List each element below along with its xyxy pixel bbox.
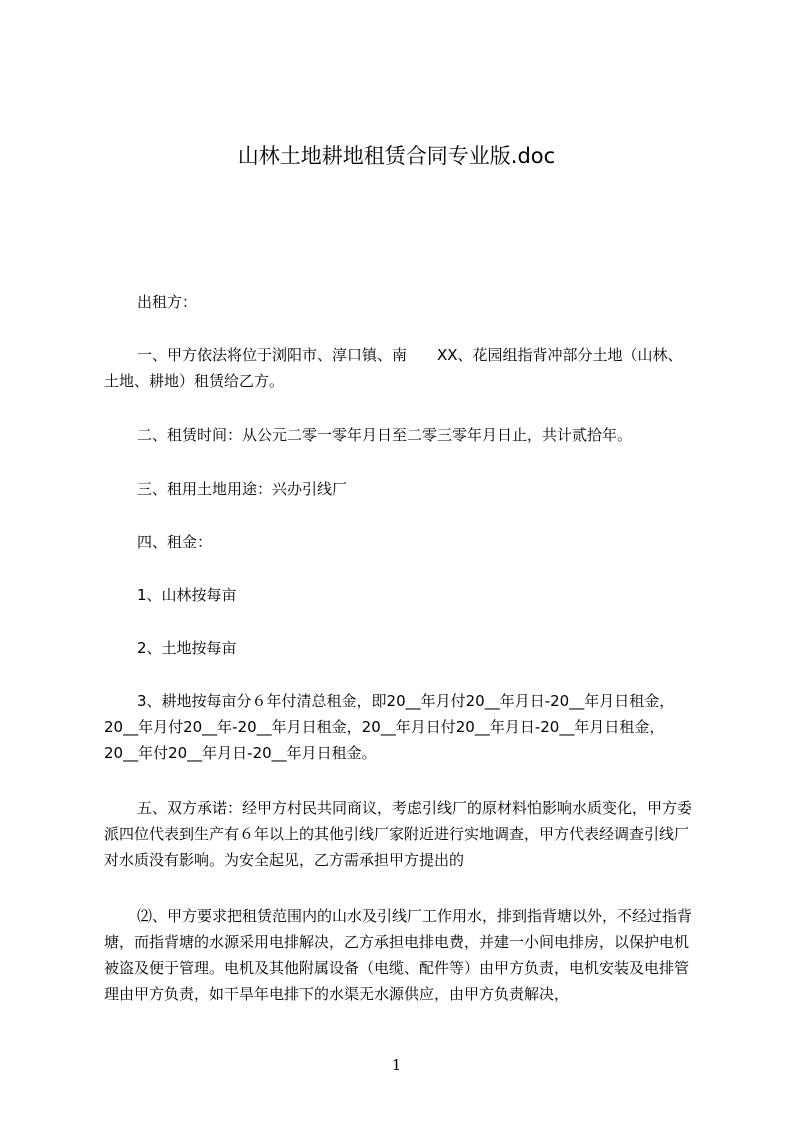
- paragraph-clause-3: 三、租用土地用途：兴办引线厂: [137, 480, 348, 498]
- paragraph-rent-farmland: 3、耕地按每亩分６年付清总租金，即20__年月付20__年月日-20__年月日租金，20__年月付20__年-20__年月日租金，20__年月日付20__年月日-20__年月日租金，20__年付20__年月日-20__年月日租金。: [104, 692, 675, 762]
- paragraph-clause-2: 二、租赁时间：从公元二零一零年月日至二零三零年月日止，共计贰拾年。: [137, 426, 633, 444]
- document-title: 山林土地耕地租赁合同专业版.doc: [237, 144, 556, 168]
- paragraph-lessor: 出租方：: [137, 293, 198, 311]
- paragraph-rent-forest: 1、山林按每亩: [137, 586, 237, 604]
- paragraph-clause-5-2: ⑵、甲方要求把租赁范围内的山水及引线厂工作用水，排到指背塘以外，不经过指背塘，而指背塘的水源采用电排解决，乙方承担电排电费，并建一小间电排房，以保护电机被盗及便于管理。电机及其他附属设备（电缆、配件等）由甲方负责，电机安装及电排管理由甲方负责，如干旱年电排下的水渠无水源供应，由甲方负责解决，: [104, 907, 693, 1003]
- paragraph-rent-land: 2、土地按每亩: [137, 639, 237, 657]
- paragraph-clause-4: 四、租金：: [137, 533, 213, 551]
- paragraph-clause-5: 五、双方承诺：经甲方村民共同商议，考虑引线厂的原材料怕影响水质变化，甲方委派四位代表到生产有６年以上的其他引线厂家附近进行实地调查，甲方代表经调查引线厂对水质没有影响。为安全起见，乙方需承担甲方提出的: [104, 799, 693, 869]
- paragraph-clause-1: 一、甲方依法将位于浏阳市、淳口镇、南 XX、花园组指背冲部分土地（山林、土地、耕地）租赁给乙方。: [104, 346, 683, 390]
- page-number: 1: [391, 1056, 402, 1074]
